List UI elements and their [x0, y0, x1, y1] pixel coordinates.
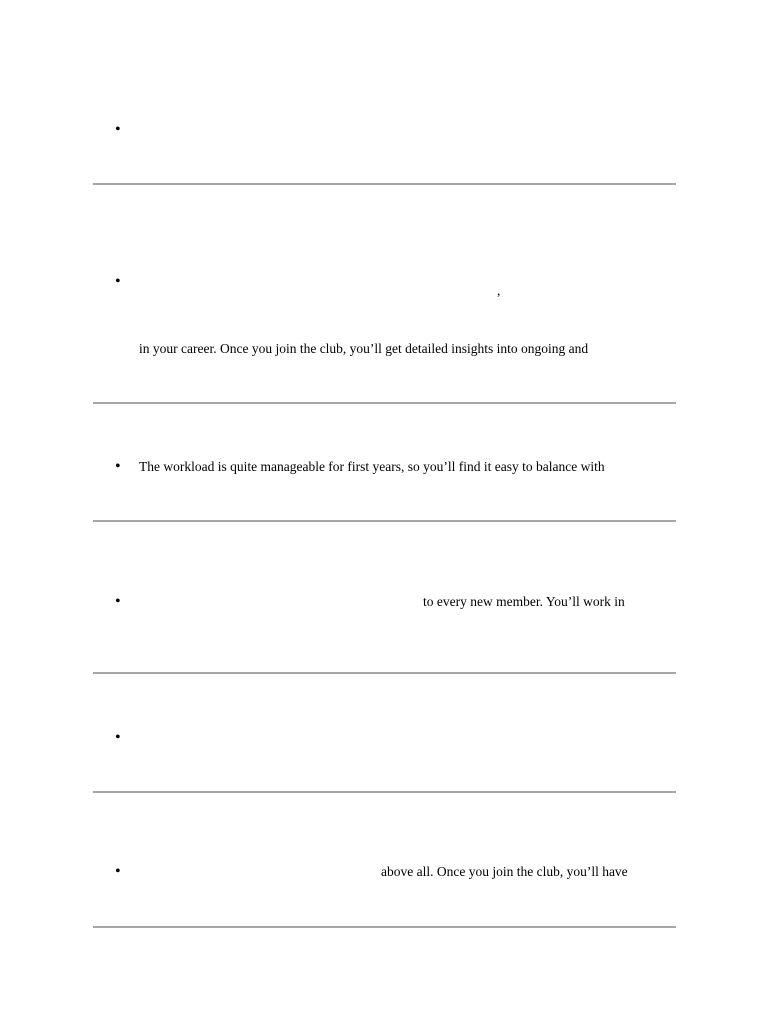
list-item-text-2: in your career. Once you join the club, you’ll get detailed insights into ongoing and: [139, 341, 589, 356]
bullet-2: [115, 278, 123, 286]
list-item-text-3: The workload is quite manageable for first years, so you’ll find it easy to balance with: [139, 459, 605, 474]
divider-4: [93, 672, 676, 674]
bullet-1: [115, 126, 123, 134]
bullet-4: [115, 598, 123, 606]
divider-2: [93, 402, 676, 404]
stray-comma: ,: [497, 283, 501, 298]
bullet-3: [115, 463, 123, 471]
divider-1: [93, 183, 676, 185]
bullet-6: [115, 868, 123, 876]
bullet-5: [115, 734, 123, 742]
list-item-text-6: above all. Once you join the club, you’ll have: [381, 864, 628, 879]
list-item-text-4: to every new member. You’ll work in: [423, 594, 625, 609]
divider-5: [93, 791, 676, 793]
divider-3: [93, 520, 676, 522]
divider-6: [93, 926, 676, 928]
